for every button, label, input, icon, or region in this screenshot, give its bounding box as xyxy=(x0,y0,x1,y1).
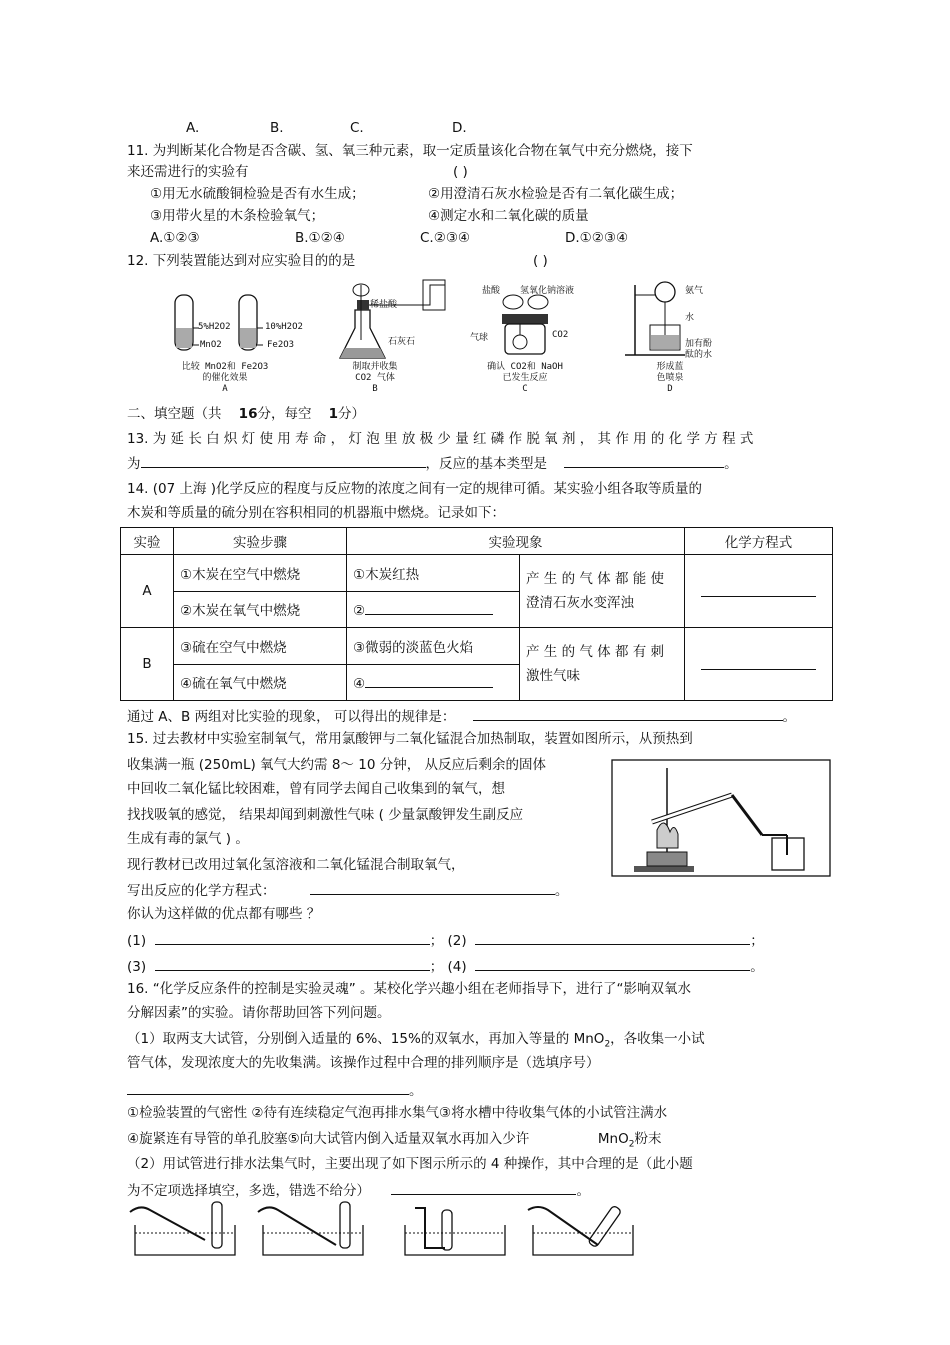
fig-c-caption-1: 确认 CO2和 NaOH xyxy=(487,362,563,372)
q15-blank-3[interactable] xyxy=(155,956,430,971)
fig-a-caption-1: 比较 MnO2和 Fe2O3 xyxy=(181,362,269,372)
q16-blank-order[interactable] xyxy=(127,1080,409,1095)
header-experiment: 实验 xyxy=(121,528,174,555)
q11-option-a: A.①②③ xyxy=(150,230,200,246)
row-a-step2: ②木炭在氧气中燃烧 xyxy=(174,591,347,628)
fig-d-label-phenol2: 酞的水 xyxy=(685,350,713,360)
q16-blank-choice[interactable] xyxy=(391,1180,576,1195)
q13-blank-equation[interactable] xyxy=(141,453,426,468)
q13-blank-type[interactable] xyxy=(564,453,724,468)
q11-option-d: D.①②③④ xyxy=(565,230,629,246)
q11-item1: ①用无水硫酸铜检验是否有水生成； xyxy=(150,186,365,202)
fig-c-label-balloon: 气球 xyxy=(470,333,489,343)
q13-stem: 13. 为 延 长 白 炽 灯 使 用 寿 命 ， 灯 泡 里 放 极 少 量 红 磷 作 脱 氧 剂 ， 其 作 用 的 化 学 方 程 式 xyxy=(127,431,754,447)
q11-item3: ③用带火星的木条检验氧气； xyxy=(150,208,325,224)
q15-blank-1[interactable] xyxy=(155,930,430,945)
q11-option-b: B.①②④ xyxy=(295,230,345,246)
q15-line3: 中回收二氧化锰比较困难，曾有同学去闻自己收集到的氧气，想 xyxy=(127,781,505,797)
header-phenomena: 实验现象 xyxy=(347,528,685,555)
q15-blank-2[interactable] xyxy=(475,930,750,945)
q10-option-b: B. xyxy=(270,120,284,136)
figure-oxygen-apparatus xyxy=(612,760,832,878)
q16-line7: ④旋紧连有导管的单孔胶塞⑤向大试管内倒入适量双氧水再加入少许 MnO$_2$粉末 xyxy=(127,1131,662,1150)
experiment-table xyxy=(120,527,833,701)
q16-line3: （1）取两支大试管，分别倒入适量的 6%、15%的双氧水，再加入等量的 MnO$_2$，各收集一小试 xyxy=(127,1031,705,1050)
q12-answer-paren: ( ) xyxy=(533,253,548,269)
fig-d-caption-1: 形成蓝 xyxy=(656,362,684,372)
q15-line8: 你认为这样做的优点都有哪些 ？ xyxy=(127,906,321,922)
figure-collection-3 xyxy=(400,1200,510,1260)
q10-option-d: D. xyxy=(452,120,467,136)
fig-b-letter: B xyxy=(372,384,378,394)
fig-a-label-fe2o3: Fe2O3 xyxy=(267,340,295,350)
q15-line5: 生成有毒的氯气 ) 。 xyxy=(127,831,249,847)
fig-a-label-mno2: MnO2 xyxy=(200,340,222,350)
fig-c-label-acid: 盐酸 xyxy=(482,286,501,296)
q14-stem-line2: 木炭和等质量的硫分别在容积相同的机器瓶中燃烧。记录如下： xyxy=(127,505,505,521)
fig-b-caption-2: CO2 气体 xyxy=(355,373,395,383)
fig-d-label-water: 水 xyxy=(685,313,695,323)
q11-stem-line1: 11. 为判断某化合物是否含碳、氢、氧三种元素，取一定质量该化合物在氧气中充分燃烧，接下 xyxy=(127,143,693,159)
fig-d-label-phenol1: 加有酚 xyxy=(685,339,713,349)
fig-d-label-ammonia: 氨气 xyxy=(685,286,704,296)
q15-blank-equation[interactable] xyxy=(310,880,555,895)
q15-line7: 写出反应的化学方程式： 。 xyxy=(127,880,568,900)
q15-line2: 收集满一瓶 (250mL) 氧气大约需 8～ 10 分钟， 从反应后剩余的固体 xyxy=(127,757,546,773)
q16-line6: ①检验装置的气密性 ②待有连续稳定气泡再排水集气③将水槽中待收集气体的小试管注满水 xyxy=(127,1105,668,1121)
q15-blanks-row2: (3) ； (4) 。 xyxy=(127,956,764,976)
q16-line8: （2）用试管进行排水法集气时，主要出现了如下图示所示的 4 种操作，其中合理的是（此小题 xyxy=(127,1156,693,1172)
row-a-name: A xyxy=(121,555,174,628)
row-b-common: 产 生 的 气 体 都 有 刺 激性气味 xyxy=(520,628,685,701)
fig-a-caption-2: 的催化效果 xyxy=(202,373,248,383)
row-b-equation[interactable] xyxy=(685,628,833,701)
header-equation: 化学方程式 xyxy=(685,528,833,555)
figure-c-bottle xyxy=(480,290,590,360)
figure-collection-4 xyxy=(528,1200,638,1260)
table-row xyxy=(121,628,833,665)
figure-collection-2 xyxy=(258,1200,368,1260)
fig-a-label-10h2o2: 10%H2O2 xyxy=(265,322,303,332)
figure-b-flask xyxy=(335,280,465,365)
fig-b-label-limestone: 石灰石 xyxy=(388,337,416,347)
fig-b-caption-1: 制取并收集 xyxy=(352,362,398,372)
row-b-step1: ③硫在空气中燃烧 xyxy=(174,628,347,665)
row-b-name: B xyxy=(121,628,174,701)
q11-stem-line2: 来还需进行的实验有 xyxy=(127,164,249,180)
row-a-phenomenon2[interactable]: ② xyxy=(347,591,520,628)
header-steps: 实验步骤 xyxy=(174,528,347,555)
fig-d-caption-2: 色喷泉 xyxy=(656,373,684,383)
q14-blank-rule[interactable] xyxy=(473,706,783,721)
fig-c-label-naoh: 氢氧化钠溶液 xyxy=(520,286,575,296)
q15-blank-4[interactable] xyxy=(475,956,750,971)
q14-conclusion: 通过 A、B 两组对比实验的现象， 可以得出的规律是： 。 xyxy=(127,706,796,726)
fig-b-label-acid: 稀盐酸 xyxy=(370,300,398,310)
fig-d-letter: D xyxy=(667,384,673,394)
q11-item4: ④测定水和二氧化碳的质量 xyxy=(428,208,589,224)
q15-line6: 现行教材已改用过氧化氢溶液和二氧化锰混合制取氧气， xyxy=(127,857,465,873)
q11-answer-paren: ( ) xyxy=(453,164,468,180)
q14-stem-line1: 14. (07 上海 )化学反应的程度与反应物的浓度之间有一定的规律可循。某实验小组各取等质量的 xyxy=(127,481,703,497)
table-header-row xyxy=(121,528,833,555)
row-a-phenomenon1: ①木炭红热 xyxy=(347,555,520,592)
q15-line4: 找找吸氧的感觉， 结果却闻到刺激性气味 ( 少量氯酸钾发生副反应 xyxy=(127,807,524,823)
row-b-phenomenon2[interactable]: ④ xyxy=(347,664,520,701)
q16-line2: 分解因素”的实验。请你帮助回答下列问题。 xyxy=(127,1005,391,1021)
q15-blanks-row1: (1) ； (2) ； xyxy=(127,930,764,950)
fig-a-letter: A xyxy=(222,384,228,394)
fig-c-letter: C xyxy=(522,384,528,394)
q10-option-a: A. xyxy=(186,120,200,136)
q15-line1: 15. 过去教材中实验室制氧气，常用氯酸钾与二氧化锰混合加热制取，装置如图所示，从预热到 xyxy=(127,731,693,747)
q10-option-c: C. xyxy=(350,120,364,136)
figure-d-fountain xyxy=(625,280,735,360)
row-a-common: 产 生 的 气 体 都 能 使 澄清石灰水变浑浊 xyxy=(520,555,685,628)
q16-line4: 管气体，发现浓度大的先收集满。该操作过程中合理的排列顺序是（选填序号） xyxy=(127,1055,600,1071)
row-b-step2: ④硫在氧气中燃烧 xyxy=(174,664,347,701)
fig-c-label-co2: CO2 xyxy=(552,330,569,340)
q11-item2: ②用澄清石灰水检验是否有二氧化碳生成； xyxy=(428,186,684,202)
row-b-phenomenon1: ③微弱的淡蓝色火焰 xyxy=(347,628,520,665)
q16-line9: 为不定项选择填空，多选，错选不给分） 。 xyxy=(127,1180,590,1200)
section2-heading: 二、填空题（共 16分，每空 1分） xyxy=(127,406,366,422)
q13-line2: 为 ，反应的基本类型是 。 xyxy=(127,453,738,473)
fig-c-caption-2: 已发生反应 xyxy=(502,373,548,383)
figure-collection-1 xyxy=(130,1200,240,1260)
q12-stem: 12. 下列装置能达到对应实验目的的是 xyxy=(127,253,356,269)
q16-line5: 。 xyxy=(127,1080,423,1100)
q11-option-c: C.②③④ xyxy=(420,230,471,246)
table-row xyxy=(121,555,833,592)
fig-a-label-5h2o2: 5%H2O2 xyxy=(198,322,231,332)
q16-line1: 16. “化学反应条件的控制是实验灵魂” 。某校化学兴趣小组在老师指导下，进行了“影响双氧水 xyxy=(127,981,692,997)
row-a-step1: ①木炭在空气中燃烧 xyxy=(174,555,347,592)
row-a-equation[interactable] xyxy=(685,555,833,628)
